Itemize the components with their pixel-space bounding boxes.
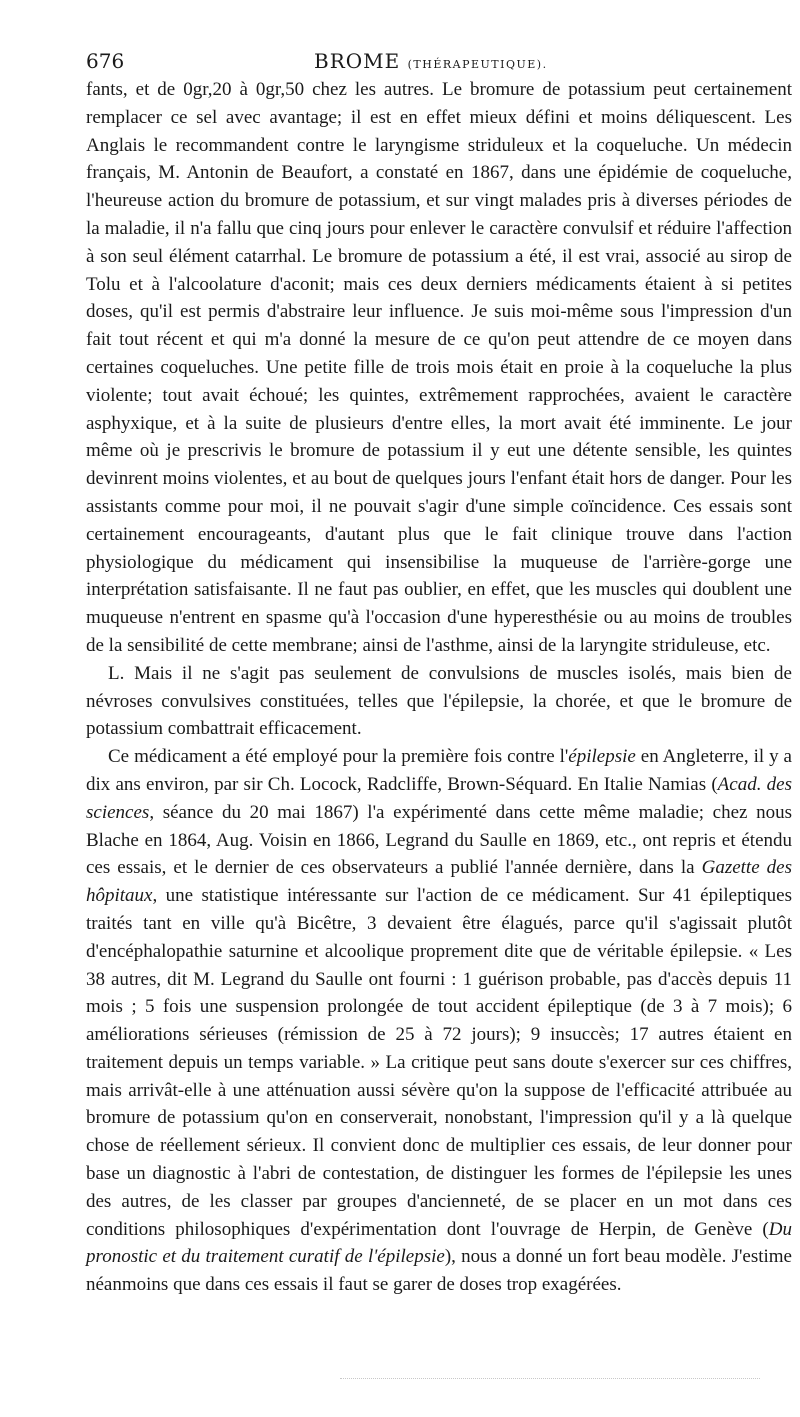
page-header <box>86 46 792 76</box>
paragraph-p1 <box>86 76 792 660</box>
paragraph-p2 <box>86 660 792 743</box>
page-bottom-artifact <box>340 1378 760 1381</box>
body-text <box>86 76 792 1299</box>
paragraph-p3 <box>86 743 792 1299</box>
document-page <box>86 46 792 1299</box>
text-run: , séance du 20 mai 1867) l'a expérimenté dans cette même maladie; chez nous Blache en 1864, Aug. Voisin en 1866, Legrand du Saulle en 1869, etc., ont repris et étendu ces essais, et le dernier de ces observateurs a publié l'année dernière, dans la <box>86 801 792 879</box>
running-title-main: BROME <box>314 49 401 73</box>
italic-run: Acad. des sciences <box>86 773 792 823</box>
text-run: L. Mais il ne s'agit pas seulement de convulsions de muscles isolés, mais bien de névroses convulsives constituées, telles que l'épilepsie, la chorée, et que le bromure de potassium combattrait efficacement. <box>86 662 792 740</box>
text-run: , une statistique intéressante sur l'action de ce médicament. Sur 41 épileptiques traités tant en ville qu'à Bicêtre, 3 devaient être élagués, parce qu'il s'agissait plutôt d'encéphalopathie saturnine et alcoolique proprement dite que de véritable épilepsie. « Les 38 autres, dit M. Legrand du Saulle ont fourni : 1 guérison probable, pas d'accès depuis 11 mois ; 5 fois une suspension prolongée de tout accident épileptique (de 3 à 7 mois); 6 améliorations sérieuses (rémission de 25 à 72 jours); 9 insuccès; 17 autres étaient en traitement depuis un temps variable. » La critique peut sans doute s'exercer sur ces chiffres, mais arrivât-elle à une atténuation aussi sévère qu'on la suppose de l'efficacité attribuée au bromure de potassium qu'on en conserverait, nonobstant, l'impression qu'il y a là quelque chose de réellement sérieux. Il convient donc de multiplier ces essais, de leur donner pour base un diagnostic à l'abri de contestation, de distinguer les formes de l'épilepsie les unes des autres, de les classer par groupes d'ancienneté, de se placer en un mot dans ces conditions philosophiques d'expérimentation dont l'ouvrage de Herpin, de Genève ( <box>86 885 792 1240</box>
italic-run: épilepsie <box>568 746 636 768</box>
text-run: fants, et de 0gr,20 à 0gr,50 chez les autres. Le bromure de potassium peut certainement remplacer ce sel avec avantage; il est en effet mieux défini et moins déliquescent. Les Anglais le recommandent contre le laryngisme striduleux et la coqueluche. Un médecin français, M. Antonin de Beaufort, a constaté en 1867, dans une épidémie de coqueluche, l'heureuse action du bromure de potassium, et sur vingt malades pris à diverses périodes de la maladie, il n'a fallu que cinq jours pour enlever le caractère convulsif et réduire l'affection à son seul élément catarrhal. Le bromure de potassium a été, il est vrai, associé au sirop de Tolu et à l'alcoolature d'aconit; mais ces deux derniers médicaments étaient à si petites doses, qu'il est permis d'abstraire leur influence. Je suis moi-même sous l'impression d'un fait tout récent et qui m'a donné la mesure de ce qu'on peut attendre de ce moyen dans certaines coqueluches. Une petite fille de trois mois était en proie à la coqueluche la plus violente; tout avait échoué; les quintes, extrêmement rapprochées, avaient le caractère asphyxique, et à la suite de plusieurs d'entre elles, la mort avait été imminente. Le jour même où je prescrivis le bromure de potassium il y eut une détente sensible, les quintes devinrent moins violentes, et au bout de quelques jours l'enfant était hors de danger. Pour les assistants comme pour moi, il ne pouvait s'agir d'une simple coïncidence. Ces essais sont certainement encourageants, d'autant plus que le fait clinique trouve dans l'action physiologique du médicament qui insensibilise la muqueuse de l'arrière-gorge une interprétation satisfaisante. Il ne faut pas oublier, en effet, que les muscles qui doublent une muqueuse n'entrent en spasme qu'à l'occasion d'une hyperesthésie ou au moins de troubles de la sensibilité de cette membrane; ainsi de l'asthme, ainsi de la laryngite striduleuse, etc. <box>86 79 792 656</box>
italic-run: Du pronostic et du traitement curatif de l'épilepsie <box>86 1218 792 1268</box>
text-run: en Angleterre, il y a dix ans environ, par sir Ch. Locock, Radcliffe, Brown-Séquard. En Italie Namias ( <box>86 746 792 795</box>
running-title <box>314 46 548 80</box>
text-run: ), nous a donné un fort beau modèle. J'estime néanmoins que dans ces essais il faut se garer de doses trop exagérées. <box>86 1246 792 1296</box>
running-title-sub: (THÉRAPEUTIQUE). <box>407 58 548 71</box>
text-run: Ce médicament a été employé pour la première fois contre l' <box>108 746 569 768</box>
italic-run: Gazette des hôpitaux <box>86 857 792 907</box>
page-number: 676 <box>86 49 125 73</box>
